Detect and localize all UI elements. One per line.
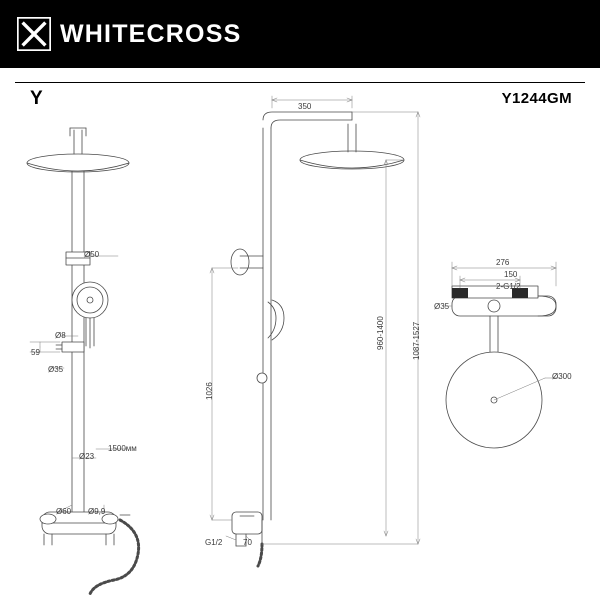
- dim-hose-length: 1500мм: [108, 444, 137, 453]
- model-code: Y1244GM: [501, 90, 572, 107]
- series-letter: Y: [30, 88, 43, 109]
- dim-handle-diameter: Ø9,9: [88, 507, 106, 516]
- top-view: [446, 286, 556, 448]
- dim-mixer-width: 276: [496, 258, 510, 267]
- dim-mixer-depth: Ø35: [434, 302, 450, 311]
- dim-head-diameter: Ø50: [84, 250, 100, 259]
- dim-mounting-centers: 150: [504, 270, 518, 279]
- dim-connection-thread: 2-G1/2: [496, 282, 521, 291]
- dim-outlet-depth: 70: [243, 538, 252, 547]
- dim-head-height-range: 960-1400: [376, 316, 385, 350]
- dim-riser-height: 1026: [205, 382, 214, 400]
- dim-inlet-thread: G1/2: [205, 538, 223, 547]
- brand-name: WHITECROSS: [60, 20, 242, 48]
- dim-riser-diameter: Ø23: [79, 452, 95, 461]
- dim-handset-height: Ø8: [55, 331, 66, 340]
- front-view: [27, 128, 139, 594]
- dim-overall-height-range: 1087-1527: [412, 321, 421, 360]
- dim-bracket-height: 59: [31, 348, 40, 357]
- dim-mixer-body-diameter: Ø60: [56, 507, 72, 516]
- dim-shower-head-diameter: Ø300: [552, 372, 572, 381]
- dim-arm-length: 350: [298, 102, 312, 111]
- dim-bracket-diameter: Ø35: [48, 365, 64, 374]
